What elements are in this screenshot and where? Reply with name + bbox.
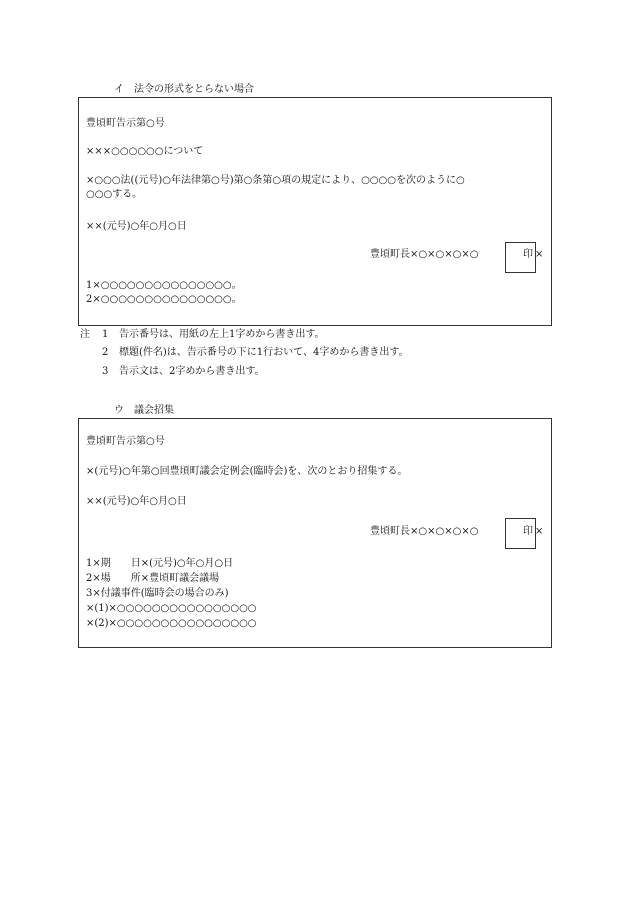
note-2-text: 標題(件名)は、告示番号の下に1行おいて、4字めから書き出す。	[119, 347, 409, 358]
section-u-item-1: 1×期 日×(元号)○年○月○日	[86, 558, 234, 569]
section-i-heading: イ 法令の形式をとらない場合	[114, 84, 254, 95]
notes-lead: 注	[80, 329, 90, 340]
section-u-seal-trail: ×	[535, 526, 544, 537]
section-u-item-2: 2×場 所×豊頃町議会議場	[86, 573, 220, 584]
section-u-sub-item-2: ×(2)×○○○○○○○○○○○○○○○○	[86, 618, 257, 629]
section-u-body: ×(元号)○年第○回豊頃町議会定例会(臨時会)を、次のとおり招集する。	[86, 466, 408, 477]
note-3-number: 3	[102, 366, 109, 377]
section-i-body-line-2: ○○○する。	[86, 189, 143, 200]
section-i-signer: 豊頃町長×○×○×○×○	[370, 249, 479, 260]
section-u-item-3: 3×付議事件(臨時会の場合のみ)	[86, 588, 229, 599]
section-i-item-1: 1×○○○○○○○○○○○○○○○。	[86, 280, 242, 291]
section-u-signer: 豊頃町長×○×○×○×○	[370, 526, 479, 537]
section-i-body-line-1: ×○○○法((元号)○年法律第○号)第○条第○項の規定により、○○○○を次のように○	[86, 175, 465, 186]
section-i-seal-mark: 印	[523, 249, 533, 260]
section-i-notice-number: 豊頃町告示第○号	[86, 118, 165, 129]
section-u-sub-item-1: ×(1)×○○○○○○○○○○○○○○○○	[86, 603, 257, 614]
note-1-text: 告示番号は、用紙の左上1字めから書き出す。	[119, 329, 325, 340]
section-u-notice-number: 豊頃町告示第○号	[86, 436, 165, 447]
section-u-date: ××(元号)○年○月○日	[86, 496, 187, 507]
note-3-text: 告示文は、2字めから書き出す。	[119, 366, 265, 377]
section-u-seal-mark: 印	[523, 526, 533, 537]
section-i-subject: ×××○○○○○○について	[86, 146, 204, 157]
section-i-date: ××(元号)○年○月○日	[86, 221, 187, 232]
note-2-number: 2	[102, 347, 109, 358]
section-i-seal-trail: ×	[535, 249, 544, 260]
section-u-heading: ウ 議会招集	[114, 405, 174, 416]
section-i-item-2: 2×○○○○○○○○○○○○○○○。	[86, 294, 242, 305]
note-1-number: 1	[102, 329, 109, 340]
